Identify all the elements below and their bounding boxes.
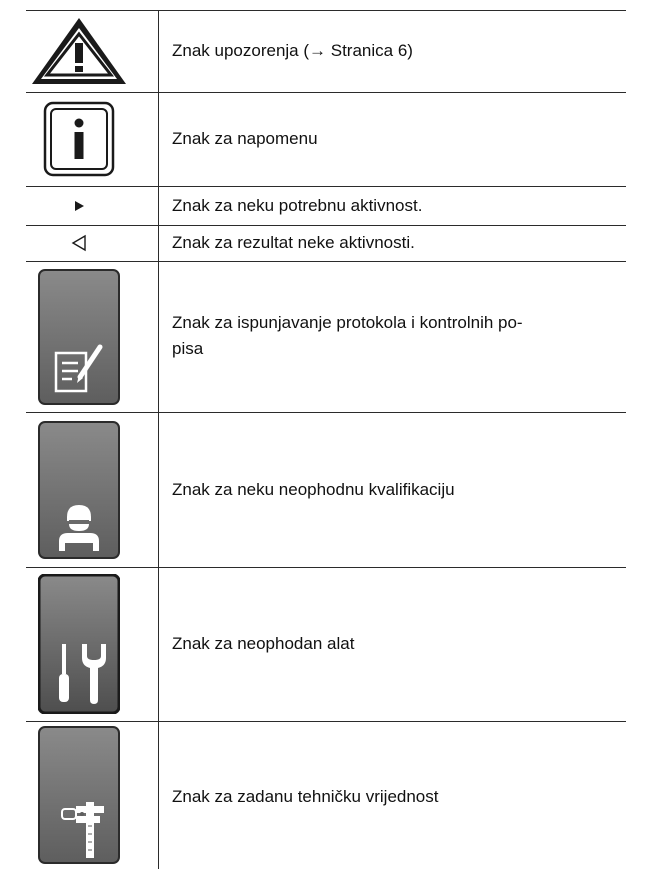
row-text-warning: Znak upozorenja (→ Stranica 6) bbox=[172, 41, 413, 60]
row-text-qualification: Znak za neku neophodnu kvalifikaciju bbox=[172, 480, 455, 499]
row-text-protocol-line2: pisa bbox=[172, 339, 204, 358]
qualified-person-icon bbox=[0, 412, 158, 567]
protocol-checklist-icon bbox=[0, 261, 158, 412]
row-text-info: Znak za napomenu bbox=[172, 129, 318, 148]
warning-triangle-icon bbox=[0, 10, 158, 92]
result-triangle-icon bbox=[0, 225, 158, 261]
technical-value-caliper-icon bbox=[0, 721, 158, 869]
row-text-tools: Znak za neophodan alat bbox=[172, 634, 355, 653]
row-text-protocol-line1: Znak za ispunjavanje protokola i kontrolnih po- bbox=[172, 313, 523, 332]
info-icon bbox=[0, 92, 158, 186]
column-divider bbox=[158, 10, 159, 869]
bullet-triangle-icon bbox=[0, 186, 158, 225]
row-text-result: Znak za rezultat neke aktivnosti. bbox=[172, 233, 415, 252]
row-text-bullet: Znak za neku potrebnu aktivnost. bbox=[172, 196, 423, 215]
row-text-protocol bbox=[172, 310, 622, 362]
tools-icon bbox=[0, 567, 158, 721]
row-text-technical-value: Znak za zadanu tehničku vrijednost bbox=[172, 787, 439, 806]
